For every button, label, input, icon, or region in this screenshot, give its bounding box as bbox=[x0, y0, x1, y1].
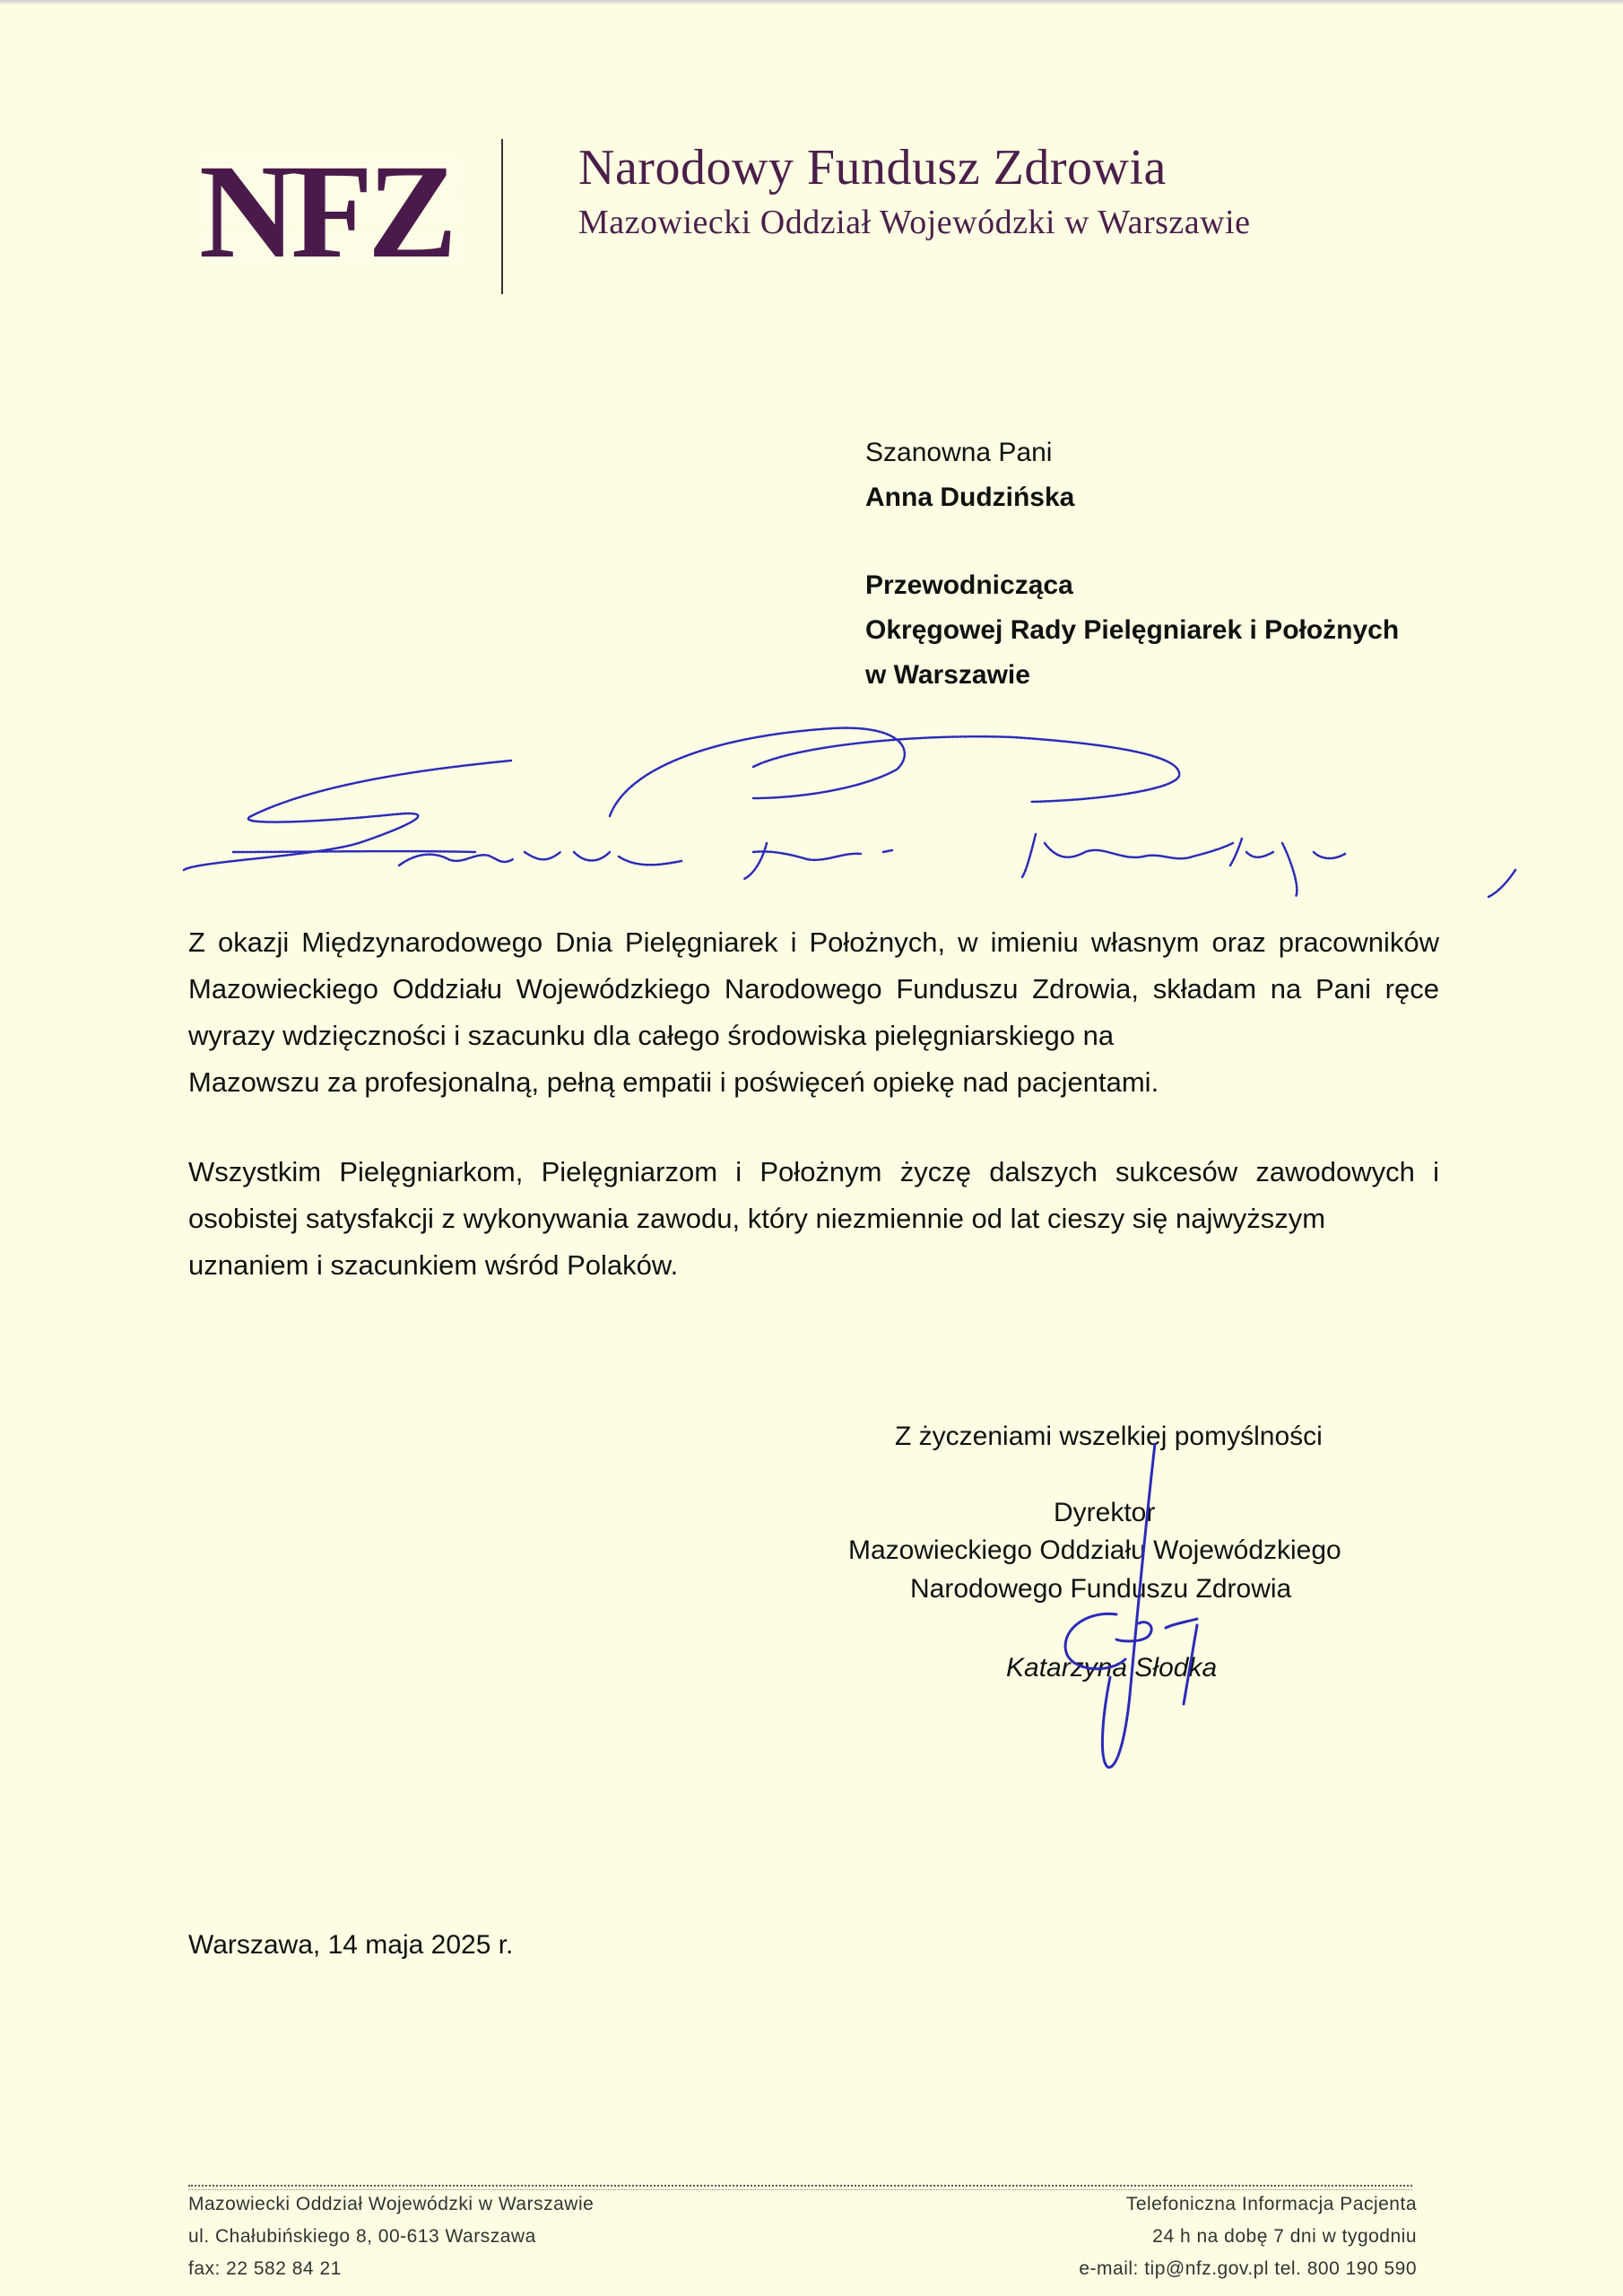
director-signature bbox=[1013, 1435, 1237, 1776]
letterhead-divider bbox=[501, 139, 503, 294]
letter-date: Warszawa, 14 maja 2025 r. bbox=[188, 1930, 514, 1960]
footer-address: ul. Chałubińskiego 8, 00-613 Warszawa bbox=[188, 2226, 536, 2247]
scan-edge bbox=[0, 0, 1623, 5]
addressee-council: Okręgowej Rady Pielęgniarek i Położnych bbox=[865, 615, 1400, 645]
addressee-role: Przewodnicząca bbox=[865, 570, 1073, 600]
director-department-line2: Narodowego Funduszu Zdrowia bbox=[910, 1574, 1292, 1604]
footer-rule bbox=[188, 2185, 1412, 2187]
body-paragraph-2-last-line: uznaniem i szacunkiem wśród Polaków. bbox=[188, 1249, 679, 1281]
footer-fax: fax: 22 582 84 21 bbox=[188, 2258, 342, 2279]
handwritten-salutation bbox=[179, 718, 1524, 897]
footer-hotline-hours: 24 h na dobę 7 dni w tygodniu bbox=[1152, 2226, 1417, 2247]
body-paragraph-1-text: Z okazji Międzynarodowego Dnia Pielęgniarek i Położnych, w imieniu własnym oraz pracowników Mazowieckiego Oddziału Wojewódzkiego Narodowego Funduszu Zdrowia, składam na Pani ręce wyrazy wdzięczności i szacunku dla całego środowiska pielęgniarskiego na bbox=[188, 926, 1439, 1051]
body-paragraph-1 bbox=[188, 919, 1439, 1106]
addressee-city: w Warszawie bbox=[865, 660, 1030, 690]
footer-contact: e-mail: tip@nfz.gov.pl tel. 800 190 590 bbox=[1079, 2258, 1417, 2279]
nfz-logo bbox=[199, 137, 459, 286]
logo-letter-z: Z bbox=[367, 137, 453, 286]
org-branch: Mazowiecki Oddział Wojewódzki w Warszawie bbox=[578, 204, 1251, 241]
footer-rule-secondary bbox=[188, 2189, 1412, 2190]
body-paragraph-2 bbox=[188, 1149, 1439, 1289]
closing-greeting: Z życzeniami wszelkiej pomyślności bbox=[895, 1422, 1323, 1451]
director-department-line1: Mazowieckiego Oddziału Wojewódzkiego bbox=[848, 1535, 1341, 1565]
body-paragraph-1-last-line: Mazowszu za profesjonalną, pełną empatii i poświęceń opiekę nad pacjentami. bbox=[188, 1066, 1159, 1098]
body-paragraph-2-text: Wszystkim Pielęgniarkom, Pielęgniarzom i Położnym życzę dalszych sukcesów zawodowych i osobistej satysfakcji z wykonywania zawodu, który niezmiennie od lat cieszy się najwyższym bbox=[188, 1156, 1439, 1234]
salutation: Szanowna Pani bbox=[865, 438, 1053, 467]
logo-letter-n: N bbox=[199, 137, 291, 286]
addressee-name: Anna Dudzińska bbox=[865, 483, 1075, 512]
logo-letter-f: F bbox=[291, 137, 368, 286]
signer-name: Katarzyna Słodka bbox=[1006, 1653, 1218, 1683]
footer-hotline-title: Telefoniczna Informacja Pacjenta bbox=[1125, 2194, 1417, 2214]
director-title: Dyrektor bbox=[1054, 1498, 1156, 1527]
org-name: Narodowy Fundusz Zdrowia bbox=[578, 140, 1167, 196]
footer-org-name: Mazowiecki Oddział Wojewódzki w Warszawie bbox=[188, 2194, 595, 2214]
